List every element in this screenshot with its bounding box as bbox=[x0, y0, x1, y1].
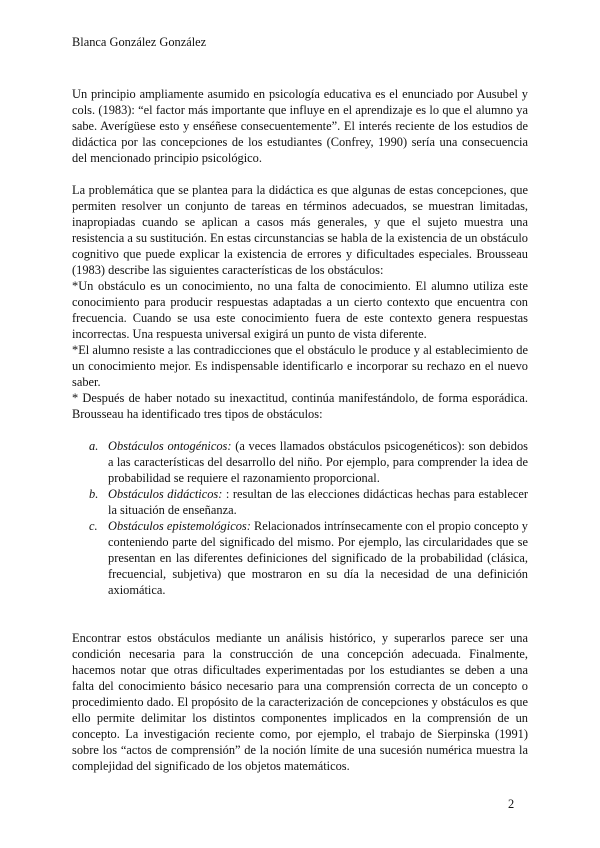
list-marker: b. bbox=[89, 487, 99, 501]
list-term: Obstáculos epistemológicos: bbox=[108, 519, 251, 533]
list-item bbox=[89, 518, 528, 598]
obstacle-types-list bbox=[72, 438, 528, 598]
list-text: : resultan de las elecciones didácticas hechas para establecer la situación de enseñanza. bbox=[108, 487, 528, 517]
list-item bbox=[89, 486, 528, 518]
list-item bbox=[89, 438, 528, 486]
paragraph-encontrar-obstaculos: Encontrar estos obstáculos mediante un análisis histórico, y superarlos parece ser una condición necesaria para la construcción de una concepción adecuada. Finalmente, hacemos notar que otras dificultades experimentadas por los estudiantes se deben a una falta del conocimiento básico necesario para una comprensión correcta de un concepto o procedimiento dado. El propósito de la caracterización de concepciones y obstáculos es que ello permite delimitar los distintos componentes implicados en la comprensión de un concepto. La investigación reciente como, por ejemplo, el trabajo de Sierpinska (1991) sobre los “actos de comprensión” de la noción límite de una sucesión numérica muestra la complejidad del significado de los objetos matemáticos. bbox=[72, 631, 528, 773]
page-number: 2 bbox=[508, 797, 515, 811]
bullet-obstaculo-conocimiento: *Un obstáculo es un conocimiento, no una falta de conocimiento. El alumno utiliza este conocimiento para producir respuestas adaptadas a un cierto contexto que encuentra con frecuencia. Cuando se usa este conocimiento fuera de este contexto genera respuestas incorrectas. Una respuesta universal exigirá un punto de vista diferente. bbox=[72, 279, 528, 341]
list-text: Relacionados intrínsecamente con el propio concepto y conteniendo parte del significado del mismo. Por ejemplo, las circularidades que se presentan en las diferentes definiciones del significado de la probabilidad (clásica, frecuencial, subjetiva) que mostraron en su día la necesidad de una definición axiomática. bbox=[108, 519, 528, 597]
page-header-author: Blanca González González bbox=[72, 35, 207, 49]
list-text: (a veces llamados obstáculos psicogenéticos): son debidos a las características del desarrollo del niño. Por ejemplo, para comprender la idea de probabilidad se requiere el razonamiento proporcional. bbox=[108, 439, 528, 485]
list-term: Obstáculos didácticos: bbox=[108, 487, 223, 501]
list-marker: c. bbox=[89, 519, 98, 533]
bullet-alumno-resiste: *El alumno resiste a las contradicciones que el obstáculo le produce y al establecimiento de un conocimiento mejor. Es indispensable identificarlo e incorporar su rechazo en el nuevo saber. bbox=[72, 343, 528, 389]
paragraph-problematica: La problemática que se plantea para la didáctica es que algunas de estas concepciones, que permiten resolver un conjunto de tareas en términos adecuados, se muestran limitadas, inapropiadas cuando se aplican a casos más generales, y que el sujeto muestra una resistencia a su sustitución. En estas circunstancias se habla de la existencia de un obstáculo cognitivo que puede explicar la existencia de errores y dificultades especiales. Brousseau (1983) describe las siguientes características de los obstáculos: bbox=[72, 183, 528, 277]
page-body bbox=[72, 86, 528, 774]
paragraph-ausubel: Un principio ampliamente asumido en psicología educativa es el enunciado por Ausubel y cols. (1983): “el factor más importante que influye en el aprendizaje es lo que el alumno ya sabe. Averígüese esto y enséñese consecuentemente”. El interés reciente de los estudios de didáctica por las concepciones de los estudiantes (Confrey, 1990) sería una consecuencia del mencionado principio psicológico. bbox=[72, 87, 528, 165]
bullet-despues-inexactitud: * Después de haber notado su inexactitud, continúa manifestándolo, de forma esporádica. Brousseau ha identificado tres tipos de obstáculos: bbox=[72, 391, 528, 421]
list-marker: a. bbox=[89, 439, 99, 453]
list-term: Obstáculos ontogénicos: bbox=[108, 439, 232, 453]
